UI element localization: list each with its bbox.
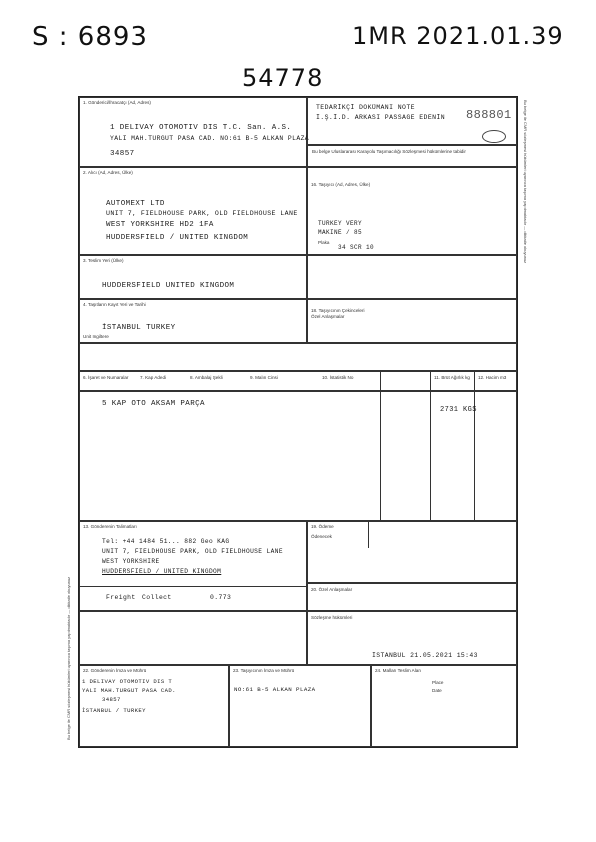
box-16-carrier — [307, 167, 517, 255]
plate-value: 34 SCR 10 — [338, 244, 375, 251]
box-18-reservations — [307, 299, 517, 343]
box-3-label: 3. Teslim Yeri (Ülke) — [83, 258, 124, 263]
receiver-date: Date — [432, 688, 442, 693]
freight-row — [80, 586, 306, 587]
consignee-line-2: UNIT 7, FIELDHOUSE PARK, OLD FIELDHOUSE LANE — [106, 210, 298, 217]
col-marks: 6. İşaret ve Numaralar — [83, 375, 129, 380]
col-desc: 9. Malın Cinsi — [250, 375, 278, 380]
freight-label: Freight — [106, 594, 136, 601]
box-23-carrier-signature — [229, 665, 371, 747]
handwritten-ref-left: S : 6893 — [32, 22, 148, 52]
box-24-receiver — [371, 665, 517, 747]
sender-line-1: 1 DELIVAY OTOMOTIV DIS T.C. San. A.S. — [110, 124, 292, 132]
box-19-payment — [307, 521, 517, 583]
established-place-date: İSTANBUL 21.05.2021 15:43 — [372, 652, 478, 659]
sender-line-3: 34857 — [110, 150, 135, 158]
box-13-instructions — [79, 521, 307, 611]
box-21-established — [307, 611, 517, 665]
carrier-line-1: TURKEY VERY — [318, 220, 363, 227]
col-volume: 12. Hacim m3 — [478, 375, 507, 380]
col-stat: 10. İstatistik No — [322, 375, 354, 380]
receiver-label: 24. Malları Teslim Alan — [375, 668, 421, 673]
goods-col-divider-3 — [474, 372, 475, 522]
box-5-documents — [79, 343, 517, 371]
goods-col-divider-2 — [430, 372, 431, 522]
carrier-sig-label: 23. Taşıyıcının İmza ve Mührü — [233, 668, 295, 673]
sender-sig-line-3: 34857 — [102, 696, 121, 703]
box-4-label: 4. Taşıtların Kayıt Yeri ve Tarihi — [83, 302, 146, 307]
sender-sig-line-4: İSTANBUL / TURKEY — [82, 707, 146, 714]
sender-line-2: YALI MAH.TURGUT PASA CAD. NO:61 B-5 ALKAN PLAZA — [110, 135, 310, 142]
instr-line-4: HUDDERSFIELD / UNITED KINGDOM — [102, 568, 222, 575]
col-gross: 11. Brüt Ağırlık kg — [434, 375, 470, 380]
reservations-label: 18. Taşıyıcının Çekinceleri — [311, 308, 365, 313]
goods-body — [79, 391, 517, 521]
form-header — [307, 97, 517, 145]
col-count: 7. Kap Adedi — [140, 375, 167, 380]
instr-line-1: Tel: +44 1484 51... 882 Geo KAG — [102, 538, 230, 545]
box-14-payment-instr — [79, 611, 307, 665]
payment-value: Ödenecek — [311, 534, 332, 539]
serial-number: 888801 — [466, 108, 512, 122]
instr-line-2: UNIT 7, FIELDHOUSE PARK, OLD FIELDHOUSE LANE — [102, 548, 283, 555]
col-pack: 8. Ambalaj Şekli — [190, 375, 223, 380]
box-2-consignee — [79, 167, 307, 255]
goods-col-divider-1 — [380, 372, 381, 522]
carrier-label: 16. Taşıyıcı (Ad, Adres, Ülke) — [311, 182, 371, 187]
receiver-place: Place — [432, 680, 444, 685]
payment-divider — [368, 522, 369, 548]
box-4-taking-over — [79, 299, 307, 343]
carrier-line-2: MAKINE / 85 — [318, 229, 363, 236]
box-22-sender-signature — [79, 665, 229, 747]
consignee-line-4: HUDDERSFIELD / UNITED KINGDOM — [106, 234, 249, 242]
left-margin-text: Bu belge ile CMR sözleşmesi hükümleri uyarınca taşıma yapılmaktadır — dikkatle okuyunuz — [66, 576, 71, 740]
established-label: Sözleşme hükümleri — [311, 615, 353, 620]
goods-header — [79, 371, 517, 391]
taking-over-place: İSTANBUL TURKEY — [102, 324, 176, 332]
box-2-label: 2. Alıcı (Ad, Adres, Ülke) — [83, 170, 133, 175]
delivery-place: HUDDERSFIELD UNITED KINGDOM — [102, 282, 235, 290]
box-13-label: 13. Gönderenin Talimatları — [83, 524, 137, 529]
logo-stamp — [482, 130, 506, 143]
box-1-label: 1. Gönderici/İhracatçı (Ad, Adres) — [83, 100, 151, 105]
goods-description: 5 KAP OTO AKSAM PARÇA — [102, 400, 205, 408]
freight-amount: 0.773 — [210, 594, 232, 601]
cmr-form — [78, 96, 518, 748]
sender-sig-line-1: 1 DELIVAY OTOMOTIV DIS T — [82, 678, 173, 685]
sender-sig-label: 22. Gönderenin İmza ve Mührü — [83, 668, 147, 673]
box-1-sender — [79, 97, 310, 167]
box-20-special — [307, 583, 517, 611]
box-3-delivery — [79, 255, 307, 299]
consignee-line-3: WEST YORKSHIRE HD2 1FA — [106, 221, 214, 229]
gross-weight: 2731 KGS — [440, 406, 477, 414]
carrier-sig-line: NO:61 B-5 ALKAN PLAZA — [234, 686, 316, 693]
sender-sig-line-2: YALI MAH.TURGUT PASA CAD. — [82, 687, 176, 694]
header-note: Bu belge Uluslararası Karayolu Taşımacılığı Sözleşmesi hükümlerine tabidir — [312, 149, 466, 154]
payment-label: 19. Ödeme — [311, 524, 334, 529]
freight-value: Collect — [142, 594, 172, 601]
reservations-value: Özel Anlaşmalar — [311, 314, 345, 319]
taking-over-note: Unit Ingiltere — [83, 334, 109, 339]
instr-line-3: WEST YORKSHIRE — [102, 558, 160, 565]
form-title-2: İ.Ş.İ.D. ARKASI PASSAGE EDENİN — [316, 114, 446, 121]
consignee-line-1: AUTOMEXT LTD — [106, 200, 165, 208]
box-17-successive — [307, 255, 517, 299]
handwritten-ref-right: 1MR 2021.01.39 — [352, 22, 564, 50]
right-margin-text: Bu belge ile CMR sözleşmesi hükümleri uyarınca taşıma yapılmaktadır — dikkatle okuyunuz — [523, 100, 528, 264]
form-title-1: TEDARİKÇİ DOKÜMANI NOTE — [316, 104, 415, 111]
handwritten-ref-center: 54778 — [242, 64, 324, 92]
header-notes — [307, 145, 517, 167]
plate-label: Plaka — [318, 240, 330, 245]
special-label: 20. Özel Anlaşmalar — [311, 587, 353, 592]
